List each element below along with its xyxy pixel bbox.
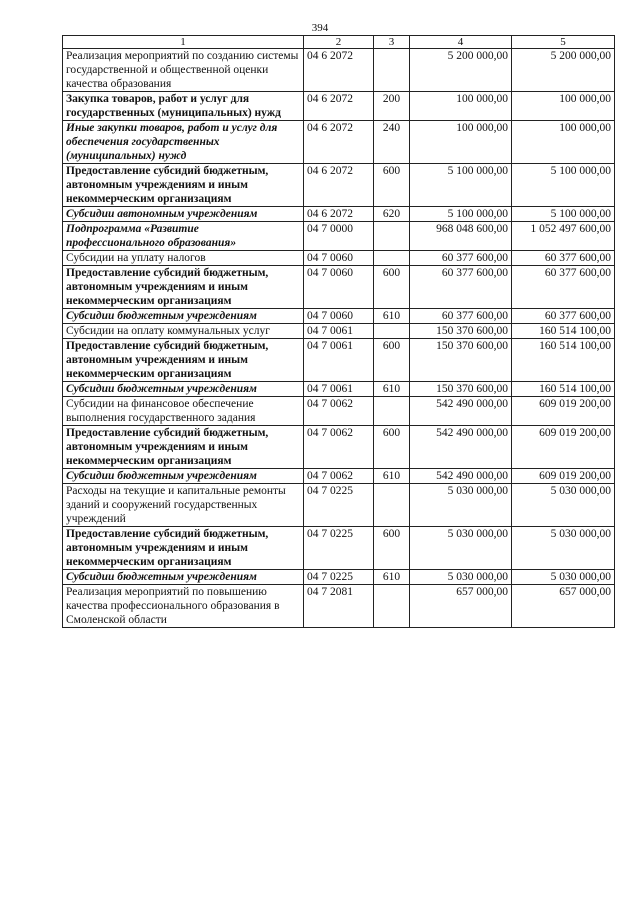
row-value-col5: 5 030 000,00 — [512, 484, 615, 527]
table-header-row — [63, 36, 615, 49]
row-value-col5: 5 030 000,00 — [512, 570, 615, 585]
row-value-col5: 160 514 100,00 — [512, 382, 615, 397]
row-value-col5: 657 000,00 — [512, 585, 615, 628]
table-row — [63, 207, 615, 222]
row-name: Предоставление субсидий бюджетным, автономным учреждениям и иным некоммерческим организациям — [63, 164, 304, 207]
row-code: 04 6 2072 — [304, 92, 374, 121]
row-code: 04 7 0225 — [304, 484, 374, 527]
row-type — [374, 397, 410, 426]
row-code: 04 7 0000 — [304, 222, 374, 251]
table-row — [63, 164, 615, 207]
row-code: 04 7 0060 — [304, 309, 374, 324]
row-value-col5: 609 019 200,00 — [512, 469, 615, 484]
row-name: Расходы на текущие и капитальные ремонты зданий и сооружений государственных учреждений — [63, 484, 304, 527]
row-value-col5: 5 200 000,00 — [512, 49, 615, 92]
row-type — [374, 49, 410, 92]
row-name: Закупка товаров, работ и услуг для государственных (муниципальных) нужд — [63, 92, 304, 121]
row-name: Предоставление субсидий бюджетным, автономным учреждениям и иным некоммерческим организациям — [63, 266, 304, 309]
row-code: 04 7 0060 — [304, 266, 374, 309]
row-type — [374, 585, 410, 628]
table-row — [63, 266, 615, 309]
row-code: 04 6 2072 — [304, 164, 374, 207]
table-row — [63, 324, 615, 339]
row-type — [374, 324, 410, 339]
row-type: 610 — [374, 469, 410, 484]
row-value-col4: 5 030 000,00 — [410, 484, 512, 527]
row-code: 04 6 2072 — [304, 207, 374, 222]
row-value-col4: 5 030 000,00 — [410, 527, 512, 570]
row-code: 04 6 2072 — [304, 49, 374, 92]
table-row — [63, 527, 615, 570]
row-code: 04 7 0061 — [304, 382, 374, 397]
row-code: 04 7 0225 — [304, 527, 374, 570]
row-name: Субсидии на финансовое обеспечение выполнения государственного задания — [63, 397, 304, 426]
table-row — [63, 339, 615, 382]
row-value-col4: 542 490 000,00 — [410, 397, 512, 426]
row-type: 610 — [374, 309, 410, 324]
row-value-col5: 100 000,00 — [512, 121, 615, 164]
row-type: 620 — [374, 207, 410, 222]
row-code: 04 7 0060 — [304, 251, 374, 266]
row-name: Предоставление субсидий бюджетным, автономным учреждениям и иным некоммерческим организациям — [63, 527, 304, 570]
row-name: Предоставление субсидий бюджетным, автономным учреждениям и иным некоммерческим организациям — [63, 426, 304, 469]
row-value-col5: 609 019 200,00 — [512, 397, 615, 426]
row-value-col5: 609 019 200,00 — [512, 426, 615, 469]
table-row — [63, 382, 615, 397]
table-row — [63, 222, 615, 251]
row-value-col5: 60 377 600,00 — [512, 251, 615, 266]
row-type: 600 — [374, 339, 410, 382]
row-value-col5: 1 052 497 600,00 — [512, 222, 615, 251]
row-value-col4: 542 490 000,00 — [410, 426, 512, 469]
row-value-col4: 968 048 600,00 — [410, 222, 512, 251]
row-type: 600 — [374, 266, 410, 309]
row-name: Реализация мероприятий по повышению качества профессионального образования в Смоленской области — [63, 585, 304, 628]
row-type: 240 — [374, 121, 410, 164]
row-name: Иные закупки товаров, работ и услуг для обеспечения государственных (муниципальных) нужд — [63, 121, 304, 164]
row-code: 04 7 0061 — [304, 339, 374, 382]
row-value-col4: 100 000,00 — [410, 121, 512, 164]
row-code: 04 7 0062 — [304, 469, 374, 484]
table-row — [63, 92, 615, 121]
row-code: 04 7 0062 — [304, 426, 374, 469]
row-value-col5: 60 377 600,00 — [512, 266, 615, 309]
column-header: 5 — [512, 36, 615, 49]
table-row — [63, 49, 615, 92]
row-value-col4: 100 000,00 — [410, 92, 512, 121]
row-value-col4: 60 377 600,00 — [410, 266, 512, 309]
row-value-col4: 5 200 000,00 — [410, 49, 512, 92]
row-value-col5: 100 000,00 — [512, 92, 615, 121]
column-header: 2 — [304, 36, 374, 49]
row-value-col4: 5 100 000,00 — [410, 207, 512, 222]
row-name: Подпрограмма «Развитие профессионального образования» — [63, 222, 304, 251]
row-value-col5: 60 377 600,00 — [512, 309, 615, 324]
row-name: Субсидии бюджетным учреждениям — [63, 309, 304, 324]
row-value-col5: 5 100 000,00 — [512, 207, 615, 222]
row-value-col5: 160 514 100,00 — [512, 324, 615, 339]
row-value-col4: 5 030 000,00 — [410, 570, 512, 585]
row-name: Субсидии на оплату коммунальных услуг — [63, 324, 304, 339]
row-type: 610 — [374, 382, 410, 397]
row-name: Субсидии бюджетным учреждениям — [63, 382, 304, 397]
row-code: 04 7 0061 — [304, 324, 374, 339]
row-value-col4: 542 490 000,00 — [410, 469, 512, 484]
row-type — [374, 222, 410, 251]
row-value-col5: 5 100 000,00 — [512, 164, 615, 207]
table-row — [63, 309, 615, 324]
row-name: Субсидии автономным учреждениям — [63, 207, 304, 222]
row-type: 200 — [374, 92, 410, 121]
table-row — [63, 251, 615, 266]
row-code: 04 6 2072 — [304, 121, 374, 164]
row-value-col4: 150 370 600,00 — [410, 324, 512, 339]
table-row — [63, 585, 615, 628]
table-row — [63, 397, 615, 426]
row-value-col4: 150 370 600,00 — [410, 382, 512, 397]
column-header: 1 — [63, 36, 304, 49]
table-row — [63, 469, 615, 484]
row-code: 04 7 0062 — [304, 397, 374, 426]
row-value-col4: 60 377 600,00 — [410, 251, 512, 266]
row-code: 04 7 0225 — [304, 570, 374, 585]
table-row — [63, 484, 615, 527]
row-type: 600 — [374, 426, 410, 469]
row-type — [374, 251, 410, 266]
row-name: Реализация мероприятий по созданию системы государственной и общественной оценки качества образования — [63, 49, 304, 92]
row-value-col4: 150 370 600,00 — [410, 339, 512, 382]
table-row — [63, 570, 615, 585]
table-row — [63, 121, 615, 164]
row-type: 600 — [374, 164, 410, 207]
row-name: Субсидии бюджетным учреждениям — [63, 469, 304, 484]
row-code: 04 7 2081 — [304, 585, 374, 628]
row-type: 610 — [374, 570, 410, 585]
row-value-col5: 5 030 000,00 — [512, 527, 615, 570]
row-value-col4: 60 377 600,00 — [410, 309, 512, 324]
budget-table — [62, 35, 615, 628]
row-value-col4: 5 100 000,00 — [410, 164, 512, 207]
column-header: 4 — [410, 36, 512, 49]
column-header: 3 — [374, 36, 410, 49]
row-name: Субсидии на уплату налогов — [63, 251, 304, 266]
table-row — [63, 426, 615, 469]
row-name: Субсидии бюджетным учреждениям — [63, 570, 304, 585]
page-number: 394 — [311, 22, 329, 34]
row-type — [374, 484, 410, 527]
row-value-col5: 160 514 100,00 — [512, 339, 615, 382]
row-value-col4: 657 000,00 — [410, 585, 512, 628]
row-name: Предоставление субсидий бюджетным, автономным учреждениям и иным некоммерческим организациям — [63, 339, 304, 382]
row-type: 600 — [374, 527, 410, 570]
